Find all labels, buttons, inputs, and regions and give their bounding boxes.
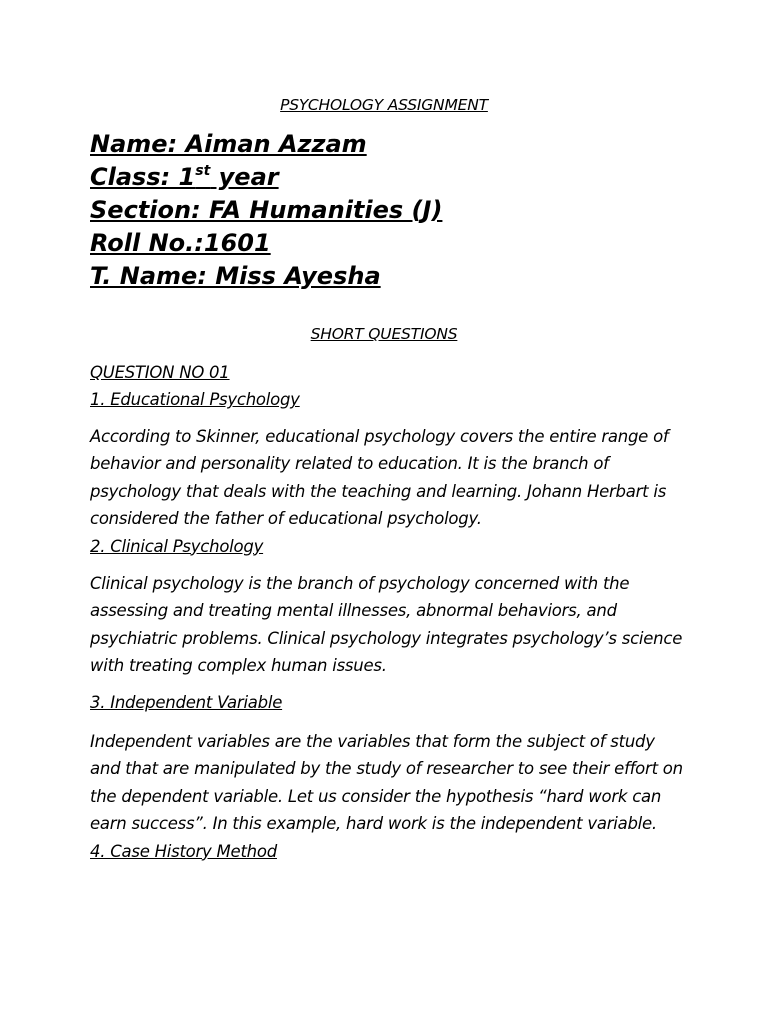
student-class: [90, 161, 690, 194]
question-heading-block: [90, 359, 690, 414]
item-2-block: [90, 570, 690, 680]
item-1-block: [90, 423, 690, 560]
student-roll-number: Roll No.:1601: [90, 229, 271, 257]
section-title: SHORT QUESTIONS: [310, 325, 458, 343]
item-3-text: Independent variables are the variables that form the subject of study and that are manipulated by the study of researcher to see their effort on the dependent variable. Let us consider the hypothesis “hard work can earn success”. In this example, hard work is the independent variable.: [90, 732, 683, 834]
item-3-heading: 3. Independent Variable: [90, 693, 283, 712]
student-section: Section: FA Humanities (J): [90, 196, 443, 224]
item-2-text: Clinical psychology is the branch of psychology concerned with the assessing and treating mental illnesses, abnormal behaviors, and psychiatric problems. Clinical psychology integrates psychology’s science with treating complex human issues.: [90, 574, 683, 676]
student-info: [90, 128, 690, 293]
class-prefix: Class: 1: [90, 163, 196, 191]
item-2-heading: 2. Clinical Psychology: [90, 536, 264, 556]
item-3-block: [90, 728, 690, 865]
teacher-name: T. Name: Miss Ayesha: [90, 262, 381, 290]
student-name: Name: Aiman Azzam: [90, 130, 367, 158]
item-1-heading: 1. Educational Psychology: [90, 390, 300, 410]
document-title: PSYCHOLOGY ASSIGNMENT: [280, 96, 488, 114]
item-1-text: According to Skinner, educational psychology covers the entire range of behavior and personality related to education. It is the branch of psychology that deals with the teaching and learning. Johann Herbart is considered the father of educational psychology.: [90, 427, 669, 529]
item-3-heading-block: [90, 689, 690, 716]
class-suffix: year: [210, 163, 279, 191]
question-heading: QUESTION NO 01: [90, 363, 230, 382]
class-superscript: st: [195, 163, 211, 179]
item-4-heading: 4. Case History Method: [90, 841, 277, 861]
